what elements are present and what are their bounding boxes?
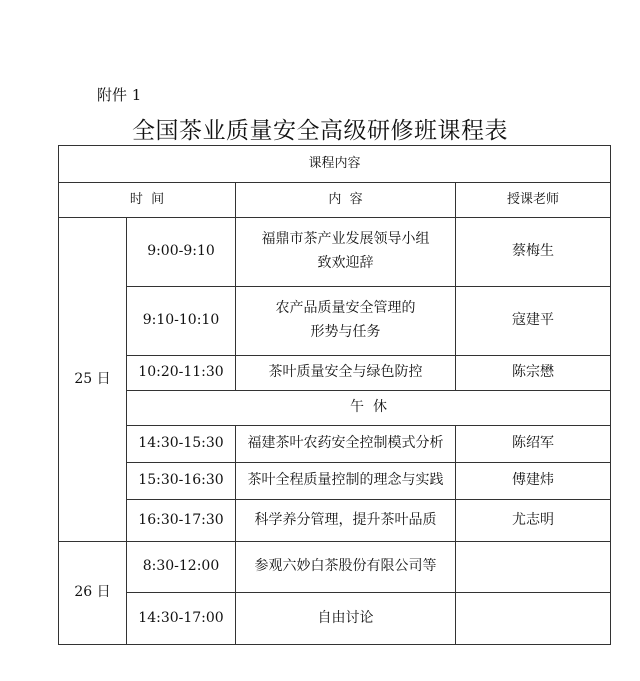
section-header: 课程内容 xyxy=(59,146,611,183)
content-cell: 科学养分管理，提升茶叶品质 xyxy=(236,500,456,542)
header-content: 内 容 xyxy=(236,183,456,218)
teacher-cell: 陈绍军 xyxy=(456,426,611,463)
content-cell: 福建茶叶农药安全控制模式分析 xyxy=(236,426,456,463)
table-row xyxy=(59,426,611,463)
time-cell: 14:30-17:00 xyxy=(127,593,236,645)
content-line: 农产品质量安全管理的 xyxy=(275,300,416,317)
column-header-row xyxy=(59,183,611,218)
teacher-cell: 蔡梅生 xyxy=(456,218,611,287)
table-row xyxy=(59,356,611,391)
schedule-table xyxy=(58,145,611,645)
teacher-cell: 傅建炜 xyxy=(456,463,611,500)
content-cell xyxy=(236,218,456,287)
time-cell: 14:30-15:30 xyxy=(127,426,236,463)
day-cell: 26 日 xyxy=(59,542,127,645)
content-cell: 参观六妙白茶股份有限公司等 xyxy=(236,542,456,593)
content-line: 形势与任务 xyxy=(310,324,381,340)
teacher-cell: 尤志明 xyxy=(456,500,611,542)
time-cell: 16:30-17:30 xyxy=(127,500,236,542)
table-row xyxy=(59,593,611,645)
attachment-label: 附件 1 xyxy=(97,86,142,104)
table-row xyxy=(59,542,611,593)
table-row xyxy=(59,287,611,356)
time-cell: 8:30-12:00 xyxy=(127,542,236,593)
teacher-cell: 陈宗懋 xyxy=(456,356,611,391)
teacher-cell xyxy=(456,542,611,593)
time-cell: 15:30-16:30 xyxy=(127,463,236,500)
lunch-break: 午 休 xyxy=(127,391,611,426)
content-cell xyxy=(236,287,456,356)
header-time: 时 间 xyxy=(59,183,236,218)
table-row xyxy=(59,218,611,287)
header-teacher: 授课老师 xyxy=(456,183,611,218)
teacher-cell: 寇建平 xyxy=(456,287,611,356)
day-cell: 25 日 xyxy=(59,218,127,542)
content-cell: 自由讨论 xyxy=(236,593,456,645)
teacher-cell xyxy=(456,593,611,645)
section-header-row xyxy=(59,146,611,183)
content-cell: 茶叶质量安全与绿色防控 xyxy=(236,356,456,391)
time-cell: 9:10-10:10 xyxy=(127,287,236,356)
time-cell: 10:20-11:30 xyxy=(127,356,236,391)
time-cell: 9:00-9:10 xyxy=(127,218,236,287)
table-row xyxy=(59,463,611,500)
content-line: 福鼎市茶产业发展领导小组 xyxy=(261,231,430,248)
table-row xyxy=(59,500,611,542)
content-cell: 茶叶全程质量控制的理念与实践 xyxy=(236,463,456,500)
page-title: 全国茶业质量安全高级研修班课程表 xyxy=(132,118,508,144)
content-line: 致欢迎辞 xyxy=(317,255,374,271)
break-row xyxy=(59,391,611,426)
